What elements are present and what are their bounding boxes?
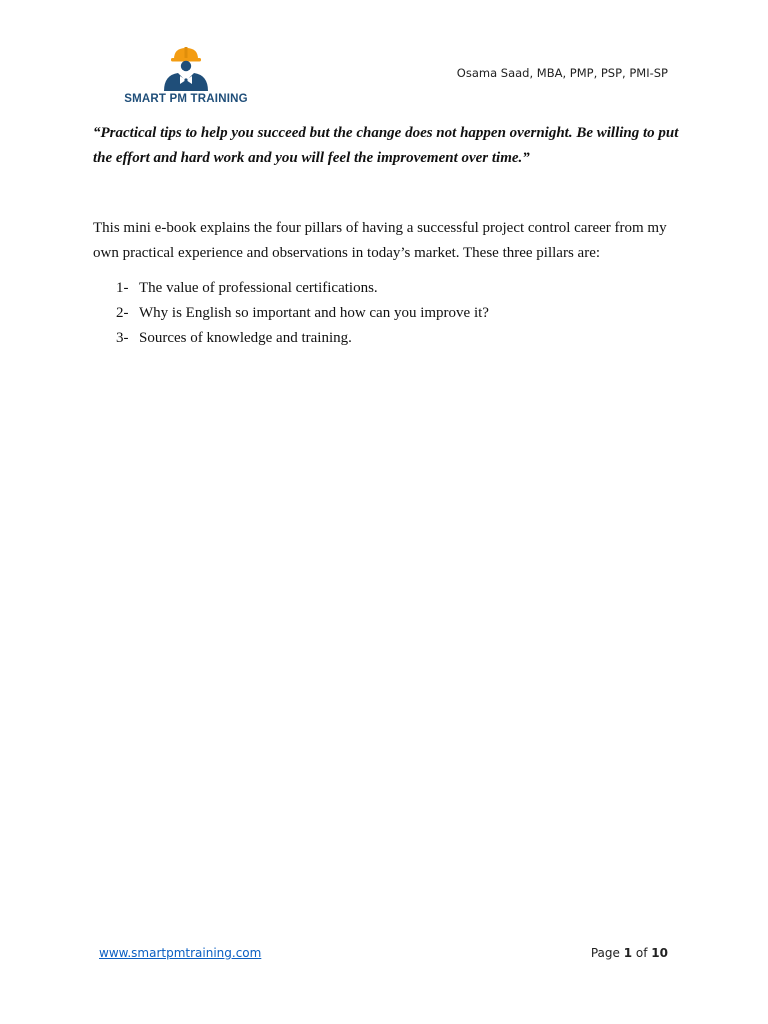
page-total: 10	[651, 946, 668, 960]
list-item	[116, 301, 489, 326]
logo-text: SMART PM TRAINING	[124, 93, 248, 105]
list-item	[116, 326, 489, 351]
list-item-text: Sources of knowledge and training.	[139, 330, 352, 346]
intro-paragraph: This mini e-book explains the four pillars of having a successful project control career from my own practical experience and observations in today’s market. These three pillars are:	[93, 220, 667, 261]
pillars-list	[116, 276, 489, 351]
company-logo	[124, 45, 248, 109]
list-item-text: The value of professional certifications.	[139, 280, 378, 296]
engineer-hardhat-icon	[160, 45, 212, 93]
page-number	[591, 946, 668, 960]
list-item-number: 3-	[116, 330, 129, 346]
list-item-text: Why is English so important and how can you improve it?	[139, 305, 489, 321]
list-item	[116, 276, 489, 301]
intro-quote: “Practical tips to help you succeed but the change does not happen overnight. Be willing to put the effort and hard work and you will feel the improvement over time.”	[93, 125, 679, 166]
page-current: 1	[623, 946, 633, 960]
website-link[interactable]: www.smartpmtraining.com	[99, 946, 262, 960]
list-item-number: 2-	[116, 305, 129, 321]
page-of: of	[635, 946, 648, 960]
author-credentials: Osama Saad, MBA, PMP, PSP, PMI-SP	[456, 66, 668, 80]
page-label: Page	[590, 946, 620, 960]
list-item-number: 1-	[116, 280, 129, 296]
